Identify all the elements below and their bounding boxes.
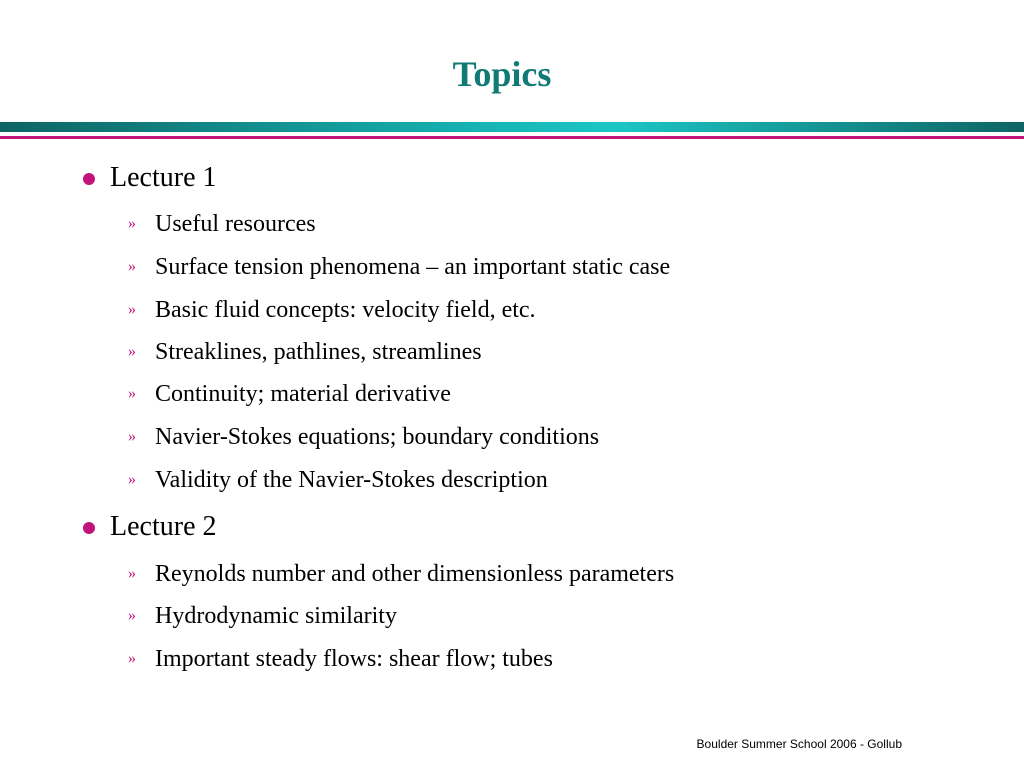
list-item-label: Surface tension phenomena – an important static case (155, 254, 671, 280)
double-chevron-icon: » (128, 215, 136, 232)
list-item-label: Important steady flows: shear flow; tubes (155, 646, 553, 672)
list-item-label: Validity of the Navier-Stokes description (155, 467, 548, 493)
topic-bullet-icon (83, 522, 95, 534)
list-item-label: Reynolds number and other dimensionless parameters (155, 561, 675, 587)
slide-title: Topics (452, 54, 552, 94)
list-item-label: Hydrodynamic similarity (155, 603, 397, 629)
list-item-label: Navier-Stokes equations; boundary conditions (155, 424, 600, 450)
double-chevron-icon: » (128, 301, 136, 318)
slide-footer: Boulder Summer School 2006 - Gollub (696, 737, 902, 751)
list-item-label: Streaklines, pathlines, streamlines (155, 339, 482, 365)
double-chevron-icon: » (128, 385, 136, 402)
double-chevron-icon: » (128, 471, 136, 488)
topic-bullet-icon (83, 173, 95, 185)
topic-label: Lecture 2 (110, 511, 217, 542)
double-chevron-icon: » (128, 428, 136, 445)
topic-label: Lecture 1 (110, 162, 217, 193)
double-chevron-icon: » (128, 607, 136, 624)
double-chevron-icon: » (128, 565, 136, 582)
list-item-label: Useful resources (155, 211, 316, 237)
list-item-label: Basic fluid concepts: velocity field, etc. (155, 297, 536, 323)
list-item-label: Continuity; material derivative (155, 381, 451, 407)
double-chevron-icon: » (128, 258, 136, 275)
double-chevron-icon: » (128, 650, 136, 667)
double-chevron-icon: » (128, 343, 136, 360)
